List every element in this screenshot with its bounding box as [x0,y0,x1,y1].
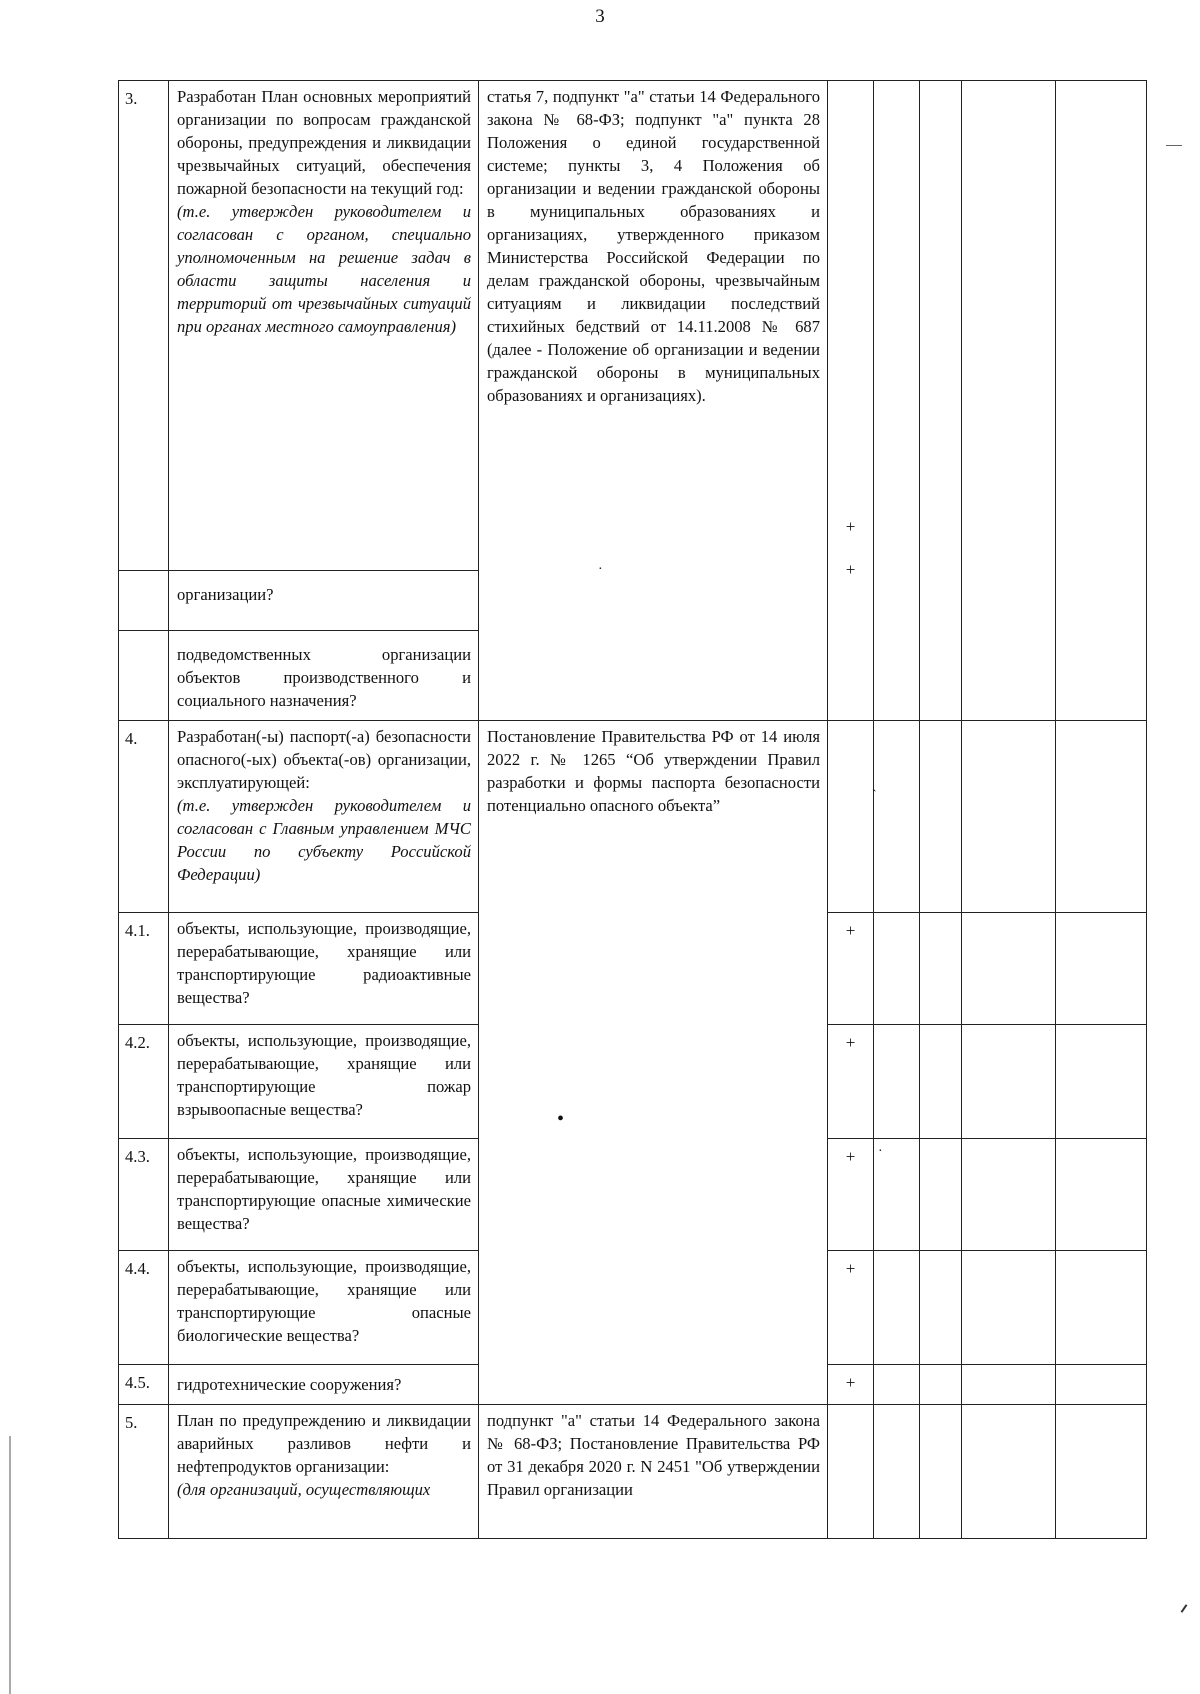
answer-yes-cell [828,1251,874,1365]
row-number: 4.3. [119,1139,169,1251]
extra-cell [1056,81,1147,721]
checklist-table [118,80,1147,1539]
answer-yes-cell [828,81,874,721]
comment-cell [962,1365,1056,1405]
yes-mark: + [845,921,856,940]
question-text: План по предупреждению и ликвидации аварийных разливов нефти и нефтепродуктов организации: [177,1411,471,1476]
answer-na-cell [920,81,962,721]
extra-cell [1056,1025,1147,1139]
answer-yes-cell [828,1025,874,1139]
extra-cell [1056,1405,1147,1539]
scan-edge-dash [1166,145,1182,146]
answer-yes-cell [828,1405,874,1539]
page-number: 3 [595,6,605,27]
extra-cell [1056,1251,1147,1365]
comment-cell [962,1251,1056,1365]
question-cell [169,81,479,571]
question-note: (т.е. утвержден руководителем и согласован с органом, специально уполномоченным на решение задач в области защиты населения и территорий от чрезвычайных ситуаций при органах местного самоуправления) [177,202,471,336]
question-cell [169,571,479,631]
answer-no-cell [874,721,920,913]
row-number: 5. [119,1405,169,1539]
table-row [119,721,1147,913]
question-text: объекты, использующие, производящие, перерабатывающие, хранящие или транспортирующие пожар взрывоопасные вещества? [177,1031,471,1119]
question-text: объекты, использующие, производящие, перерабатывающие, хранящие или транспортирующие опасные химические вещества? [177,1145,471,1233]
question-cell [169,1025,479,1139]
question-text: организации? [177,585,274,604]
extra-cell [1056,1139,1147,1251]
row-number [119,631,169,721]
answer-no-cell [874,1405,920,1539]
question-cell [169,721,479,913]
legal-basis-text: Постановление Правительства РФ от 14 июля 2022 г. № 1265 “Об утверждении Правил разработки и формы паспорта безопасности потенциально опасного объекта” [487,727,820,815]
yes-mark: + [845,517,856,536]
yes-mark: + [845,1147,856,1166]
answer-yes-cell [828,1139,874,1251]
legal-basis-text: статья 7, подпункт "а" статьи 14 Федерального закона № 68-ФЗ; подпункт "а" пункта 28 Положения о единой государственной системе; пункты 3, 4 Положения об организации и ведении гражданской обороны в муниципальных образованиях и организациях, утвержденного приказом Министерства Российской Федерации по делам гражданской обороны, чрезвычайным ситуациям и ликвидации последствий стихийных бедствий от 14.11.2008 № 687 (далее - Положение об организации и ведении гражданской обороны в муниципальных образованиях и организациях). [487,87,820,405]
comment-cell [962,1025,1056,1139]
row-number [119,571,169,631]
question-text: объекты, использующие, производящие, перерабатывающие, хранящие или транспортирующие опасные биологические вещества? [177,1257,471,1345]
question-cell [169,1365,479,1405]
answer-na-cell [920,913,962,1025]
row-number: 4.2. [119,1025,169,1139]
question-note: (для организаций, осуществляющих [177,1480,431,1499]
answer-na-cell [920,1251,962,1365]
comment-cell [962,913,1056,1025]
comment-cell [962,1139,1056,1251]
question-text: Разработан План основных мероприятий организации по вопросам гражданской обороны, предупреждения и ликвидации чрезвычайных ситуаций, обеспечения пожарной безопасности на текущий год: [177,87,471,198]
answer-no-cell [874,913,920,1025]
table-row [119,81,1147,571]
scan-speck: ˋ [872,788,877,803]
answer-no-cell [874,1025,920,1139]
yes-mark: + [845,1259,856,1278]
answer-no-cell [874,1365,920,1405]
scan-speck: · [598,562,603,577]
legal-basis-cell [479,721,828,1405]
question-text: Разработан(-ы) паспорт(-а) безопасности опасного(-ых) объекта(-ов) организации, эксплуатирующей: [177,727,471,792]
comment-cell [962,1405,1056,1539]
yes-mark: + [845,1373,856,1392]
legal-basis-cell [479,81,828,721]
scan-edge-line [9,1436,11,1694]
answer-yes-cell [828,1365,874,1405]
row-number: 4.1. [119,913,169,1025]
scan-edge-tick [1181,1604,1188,1613]
question-cell [169,631,479,721]
question-text: объекты, использующие, производящие, перерабатывающие, хранящие или транспортирующие радиоактивные вещества? [177,919,471,1007]
extra-cell [1056,721,1147,913]
answer-na-cell [920,1025,962,1139]
comment-cell [962,721,1056,913]
answer-na-cell [920,1139,962,1251]
answer-yes-cell [828,913,874,1025]
row-number: 4. [119,721,169,913]
question-cell [169,1139,479,1251]
yes-mark: + [845,1033,856,1052]
table-row [119,1405,1147,1539]
question-cell [169,913,479,1025]
legal-basis-cell [479,1405,828,1539]
row-number: 4.5. [119,1365,169,1405]
extra-cell [1056,1365,1147,1405]
answer-yes-cell [828,721,874,913]
question-cell [169,1251,479,1365]
extra-cell [1056,913,1147,1025]
question-text: гидротехнические сооружения? [177,1375,402,1394]
answer-na-cell [920,721,962,913]
row-number: 3. [119,81,169,571]
yes-mark: + [845,560,856,579]
row-number: 4.4. [119,1251,169,1365]
scan-speck: • [557,1108,565,1130]
question-cell [169,1405,479,1539]
answer-na-cell [920,1405,962,1539]
scan-speck: · [878,1144,883,1159]
answer-no-cell [874,81,920,721]
answer-no-cell [874,1251,920,1365]
comment-cell [962,81,1056,721]
answer-na-cell [920,1365,962,1405]
question-note: (т.е. утвержден руководителем и согласован с Главным управлением МЧС России по субъекту Российской Федерации) [177,796,471,884]
legal-basis-text: подпункт "а" статьи 14 Федерального закона № 68-ФЗ; Постановление Правительства РФ от 31 декабря 2020 г. N 2451 "Об утверждении Правил организации [487,1411,820,1499]
question-text: подведомственных организации объектов производственного и социального назначения? [177,645,471,710]
